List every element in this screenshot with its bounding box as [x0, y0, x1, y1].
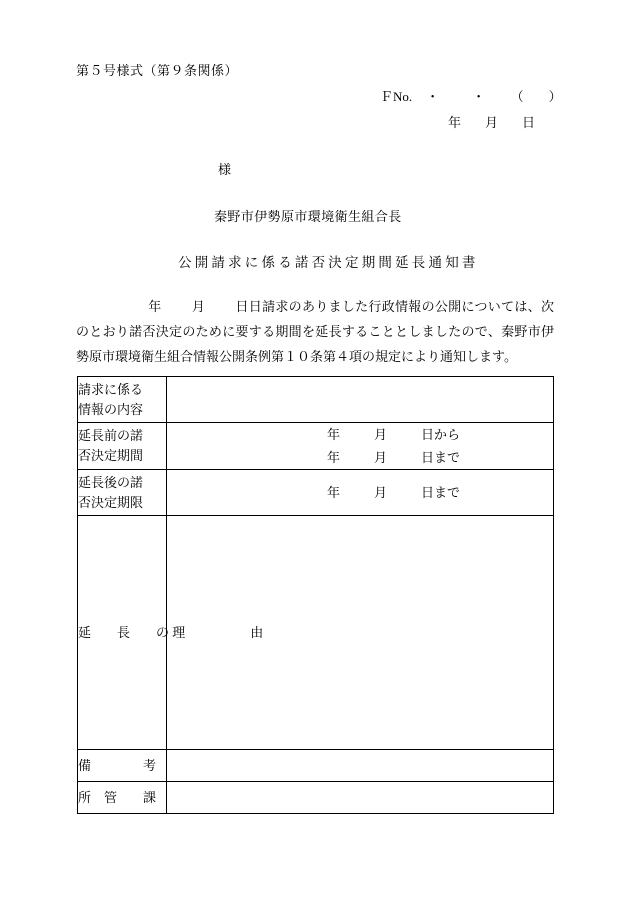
- row-value-department[interactable]: [167, 782, 554, 814]
- issue-date-month: 月: [485, 115, 499, 130]
- addressee: 様: [218, 162, 232, 177]
- period-before-from-year: 年: [327, 427, 341, 442]
- body-lead-month: 月: [191, 299, 206, 314]
- period-after-to-year: 年: [327, 485, 341, 500]
- row-label-request-content-line2: 情報の内容: [78, 401, 144, 417]
- row-label-period-after-line2: 否決定期限: [78, 494, 144, 510]
- row-label-department-text: 所 管 課: [78, 789, 157, 805]
- row-label-period-before-line2: 否決定期間: [78, 448, 144, 463]
- body-lead-year: 年: [148, 299, 162, 314]
- period-before-to-day: 日まで: [421, 450, 461, 465]
- issue-date: [448, 112, 535, 131]
- fno-line: [380, 86, 568, 105]
- period-after-to-day: 日まで: [421, 485, 461, 500]
- row-label-remarks: [78, 750, 167, 782]
- row-value-period-after[interactable]: [167, 470, 554, 516]
- period-before-to-month: 月: [374, 450, 388, 465]
- row-label-request-content: [78, 377, 167, 423]
- period-before-from: [167, 423, 553, 446]
- body-paragraph: [76, 294, 554, 369]
- body-lead-day: 日: [235, 299, 249, 314]
- page-title: 公開請求に係る諾否決定期間延長通知書: [178, 255, 479, 270]
- table-row-period-after: [78, 470, 554, 516]
- table-row-remarks: [78, 750, 554, 782]
- table-row-reason: [78, 516, 554, 750]
- row-value-request-content[interactable]: [167, 377, 554, 423]
- period-before-to: [167, 446, 553, 469]
- row-value-period-before[interactable]: [167, 423, 554, 470]
- period-after-to-month: 月: [374, 485, 388, 500]
- row-label-reason-line1: 延 長 の: [78, 625, 170, 640]
- row-label-request-content-line1: 請求に係る: [78, 381, 144, 397]
- fno-label: ＦNo.: [380, 89, 413, 104]
- table-row-period-before: [78, 423, 554, 470]
- row-value-remarks[interactable]: [167, 750, 554, 782]
- period-after-to: [167, 481, 553, 504]
- issue-date-year: 年: [448, 115, 462, 130]
- row-label-period-before-line1: 延長前の諾: [78, 428, 144, 443]
- notice-table: [77, 376, 554, 814]
- row-label-period-after: [78, 470, 167, 516]
- fno-parenthesis: （ ）: [517, 89, 568, 104]
- period-before-from-day: 日から: [421, 427, 461, 442]
- table-row-department: [78, 782, 554, 814]
- row-label-department: [78, 782, 167, 814]
- period-before-to-year: 年: [327, 450, 341, 465]
- row-label-reason-line2: 理 由: [172, 625, 264, 640]
- row-label-period-after-line1: 延長後の諾: [78, 474, 144, 490]
- period-before-from-month: 月: [374, 427, 388, 442]
- fno-dots: ・ ・: [426, 89, 496, 104]
- table-row-request-content: [78, 377, 554, 423]
- row-label-remarks-text: 備 考: [78, 757, 157, 773]
- form-number: 第５号様式（第９条関係）: [76, 63, 239, 78]
- body-main-text: 日請求のありました行政情報の公開については、次のとおり諾否決定のために要する期間を延長することとしましたので、秦野市伊勢原市環境衛生組合情報公開条例第１０条第４項の規定により通知します。: [76, 299, 554, 364]
- issuer-name: 秦野市伊勢原市環境衛生組合長: [214, 209, 402, 224]
- row-label-period-before: [78, 423, 167, 470]
- row-label-reason: [78, 516, 264, 750]
- issue-date-day: 日: [522, 115, 536, 130]
